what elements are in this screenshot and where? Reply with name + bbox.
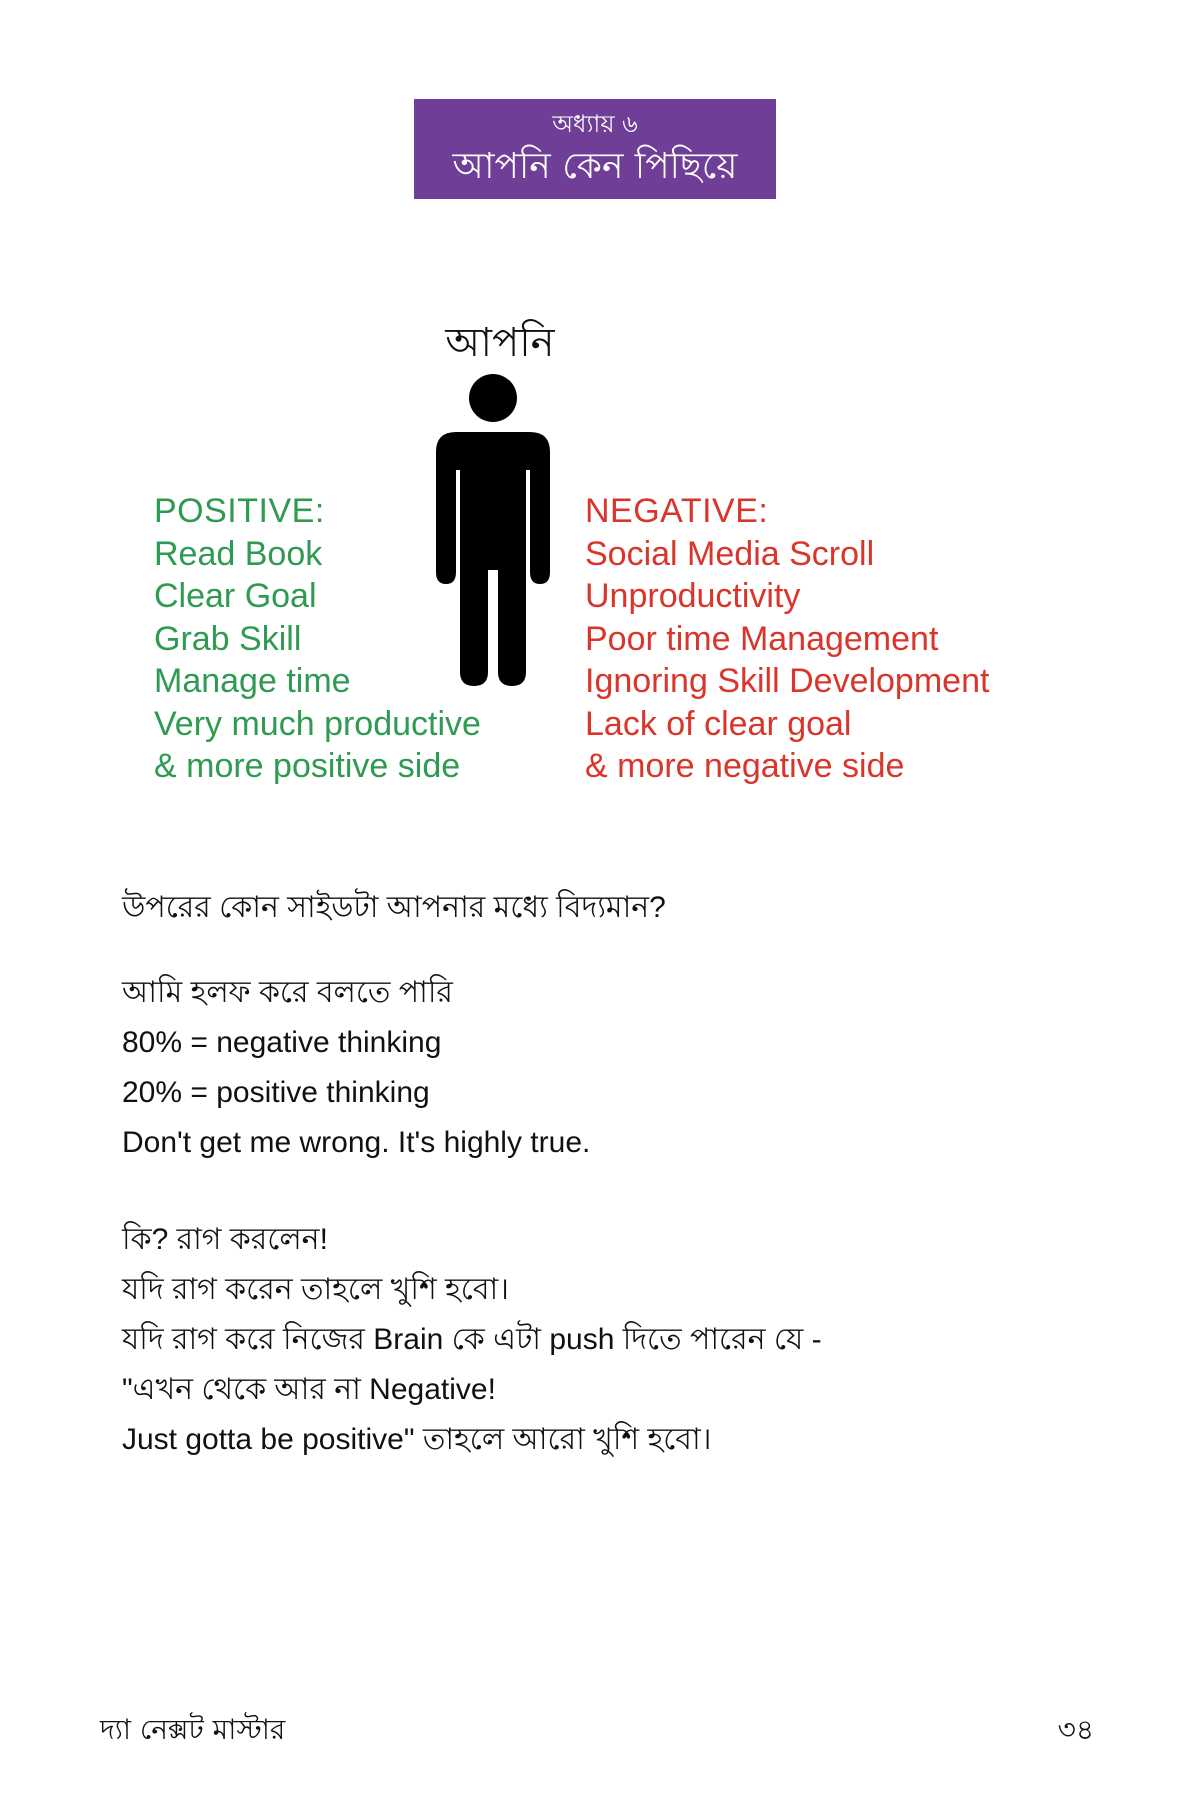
negative-column (585, 490, 1105, 788)
paragraph-line: 20% = positive thinking (122, 1076, 430, 1109)
negative-item: Unproductivity (585, 577, 801, 615)
positive-item: Read Book (154, 534, 323, 573)
paragraph-line: Don't get me wrong. It's highly true. (122, 1126, 591, 1159)
paragraph-line: যদি রাগ করে নিজের Brain কে এটা push দিতে পারেন যে - (122, 1323, 822, 1356)
positive-list (154, 533, 544, 788)
paragraph-line: যদি রাগ করেন তাহলে খুশি হবো। (122, 1273, 509, 1306)
paragraph-line: কি? রাগ করলেন! (122, 1223, 328, 1256)
negative-heading: NEGATIVE: (585, 492, 769, 530)
chapter-title: আপনি কেন পিছিয়ে (452, 146, 738, 187)
negative-item: Lack of clear goal (585, 704, 852, 743)
paragraph-claim (122, 968, 1102, 1168)
paragraph-line: "এখন থেকে আর না Negative! (122, 1373, 496, 1406)
positive-item: Grab Skill (154, 619, 302, 658)
positive-item: & more positive side (154, 747, 461, 785)
footer-book-title: দ্যা নেক্সট মাস্টার (100, 1713, 286, 1746)
positive-item: Manage time (154, 662, 351, 700)
question-line: উপরের কোন সাইডটা আপনার মধ্যে বিদ্যমান? (122, 891, 666, 924)
positive-item: Clear Goal (154, 577, 317, 615)
positive-heading: POSITIVE: (154, 492, 325, 530)
negative-item: Social Media Scroll (585, 534, 875, 573)
negative-item: Poor time Management (585, 619, 939, 658)
negative-item: Ignoring Skill Development (585, 662, 990, 700)
negative-list (585, 533, 1105, 788)
chapter-header (414, 99, 776, 199)
question-text (122, 888, 1102, 928)
paragraph-line: 80% = negative thinking (122, 1026, 442, 1059)
page-number: ৩৪ (1057, 1713, 1094, 1746)
negative-item: & more negative side (585, 747, 905, 785)
paragraph-line: Just gotta be positive" তাহলে আরো খুশি হবো। (122, 1423, 712, 1456)
figure-label: আপনি (445, 320, 555, 366)
chapter-number: অধ্যায় ৬ (552, 110, 638, 138)
paragraph-reaction (122, 1215, 1102, 1465)
positive-column (154, 490, 544, 788)
positive-item: Very much productive (154, 704, 481, 743)
paragraph-line: আমি হলফ করে বলতে পারি (122, 976, 453, 1009)
